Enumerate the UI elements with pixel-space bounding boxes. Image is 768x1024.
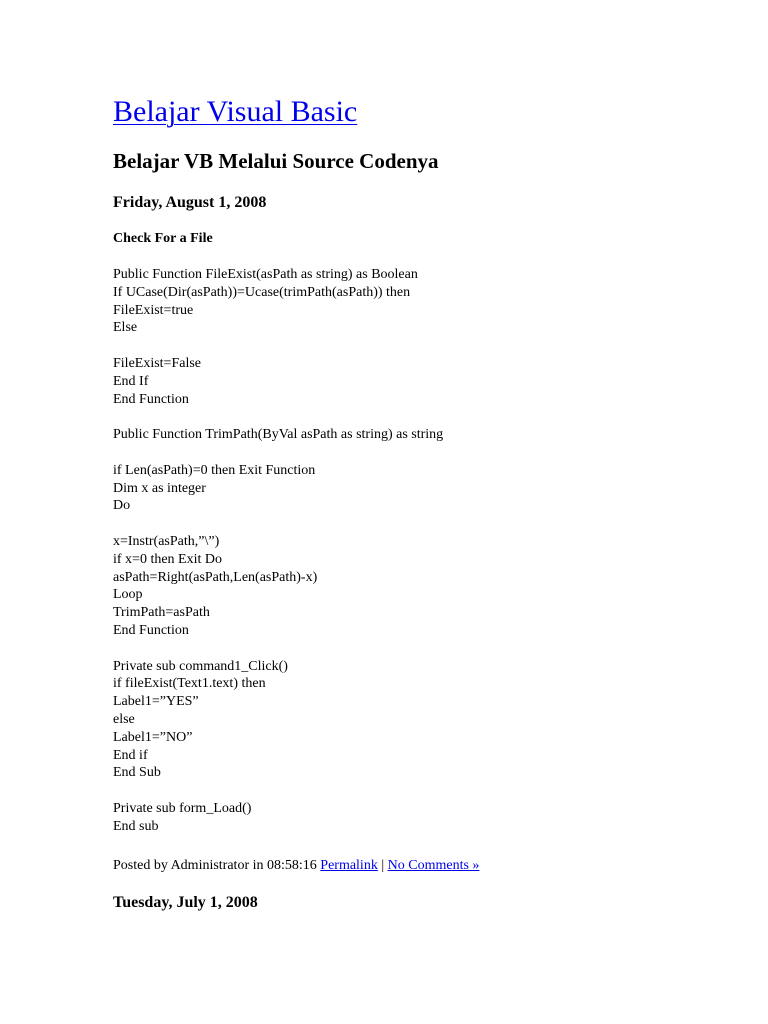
post-footer (113, 857, 479, 875)
comments-link[interactable]: No Comments » (387, 858, 480, 873)
post-date-header-2: Tuesday, July 1, 2008 (113, 894, 258, 911)
code-line: TrimPath=asPath (113, 605, 210, 621)
permalink-link[interactable]: Permalink (320, 858, 378, 873)
code-line: End sub (113, 818, 159, 834)
footer-separator: | (381, 858, 385, 873)
code-line: x=Instr(asPath,”\”) (113, 533, 220, 549)
post-title: Check For a File (113, 231, 213, 246)
code-line: Label1=”YES” (113, 694, 199, 710)
code-line (113, 782, 443, 800)
code-line: Else (113, 320, 138, 336)
code-line: Dim x as integer (113, 480, 206, 496)
code-line (113, 337, 443, 355)
post-date-header: Friday, August 1, 2008 (113, 194, 267, 211)
blog-subtitle: Belajar VB Melalui Source Codenya (113, 149, 439, 173)
code-line: FileExist=False (113, 355, 202, 371)
code-line: Public Function TrimPath(ByVal asPath as string) as string (113, 427, 444, 443)
code-line: else (113, 711, 135, 727)
code-line: End Sub (113, 765, 161, 781)
code-line (113, 444, 443, 462)
code-line (113, 515, 443, 533)
code-line: Loop (113, 587, 143, 603)
code-line: if x=0 then Exit Do (113, 551, 222, 567)
code-line: Public Function FileExist(asPath as string) as Boolean (113, 267, 418, 282)
post-body (113, 266, 443, 836)
code-line: asPath=Right(asPath,Len(asPath)-x) (113, 569, 318, 585)
code-line: End if (113, 747, 148, 763)
code-line (113, 408, 443, 426)
code-line: Do (113, 498, 131, 514)
blog-title-link[interactable]: Belajar Visual Basic (113, 95, 358, 128)
code-line: Private sub command1_Click() (113, 658, 288, 674)
code-line: End Function (113, 391, 189, 407)
code-line: if fileExist(Text1.text) then (113, 676, 266, 692)
code-line: End Function (113, 622, 189, 638)
posted-by-text: Posted by Administrator in 08:58:16 (113, 858, 321, 873)
code-line: Private sub form_Load() (113, 800, 252, 816)
code-line: if Len(asPath)=0 then Exit Function (113, 462, 316, 478)
code-line: End If (113, 373, 149, 389)
code-line: FileExist=true (113, 302, 194, 318)
code-line (113, 640, 443, 658)
code-line: If UCase(Dir(asPath))=Ucase(trimPath(asPath)) then (113, 284, 411, 300)
code-line: Label1=”NO” (113, 729, 193, 745)
